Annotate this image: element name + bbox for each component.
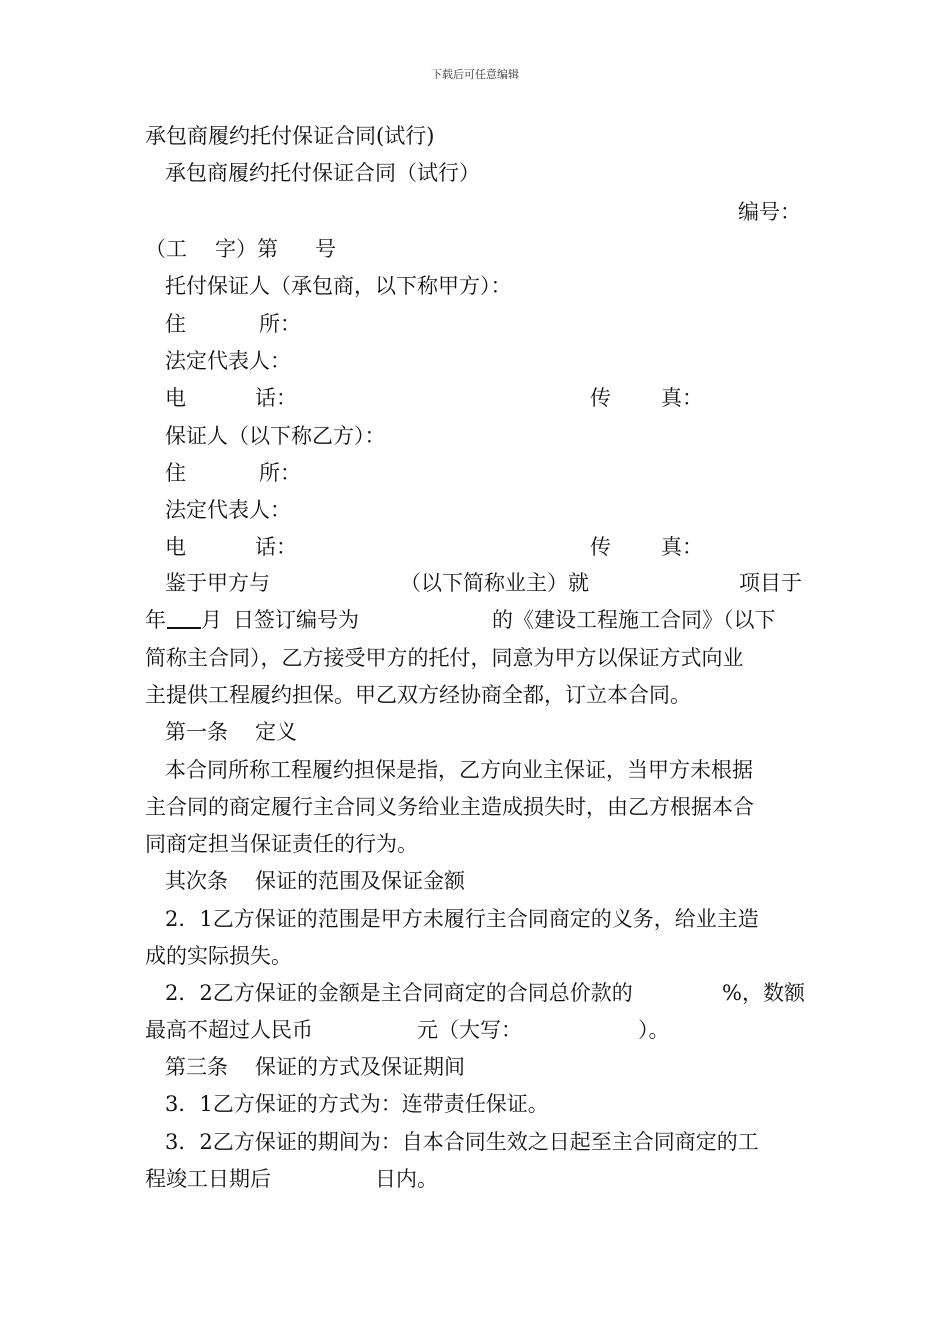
phone-key-2: 话： xyxy=(255,535,297,559)
article-1-line-3: 同商定担当保证责任的行为。 xyxy=(145,832,418,856)
preamble-line-3: 简称主合同），乙方接受甲方的托付，同意为甲方以保证方式向业 xyxy=(145,646,744,670)
doc-no-part-c: 号 xyxy=(315,237,336,261)
fax-key-1: 传 xyxy=(590,386,611,410)
doc-no-part-a: （工 xyxy=(145,237,187,261)
clause-text: 程竣工日期后 xyxy=(145,1167,271,1191)
phone-key-1: 电 xyxy=(165,386,186,410)
clause-2-1-line-2: 成的实际损失。 xyxy=(145,944,292,968)
party-b-intro: 保证人（以下称乙方）： xyxy=(165,424,386,448)
clause-text: 最高不超过人民币 xyxy=(145,1018,313,1042)
doc-no-part-b: 字）第 xyxy=(215,237,278,261)
preamble-text: 日签订编号为 xyxy=(233,608,359,632)
page-header: 下载后可任意编辑 xyxy=(431,68,519,81)
address-key-2: 所： xyxy=(259,312,301,336)
month-blank-underline xyxy=(167,605,201,635)
title-line-2: 承包商履约托付保证合同（试行） xyxy=(165,161,480,185)
address-key-1: 住 xyxy=(165,312,186,336)
preamble-text: （以下简称业主）就 xyxy=(400,571,589,595)
clause-3-2-line-1: 3．2乙方保证的期间为：自本合同生效之日起至主合同商定的工 xyxy=(165,1130,759,1154)
preamble-line-4: 主提供工程履约担保。甲乙双方经协商全都，订立本合同。 xyxy=(145,683,691,707)
clause-text: %，数额 xyxy=(722,981,805,1005)
article-name: 保证的范围及保证金额 xyxy=(255,869,465,893)
article-1-line-2: 主合同的商定履行主合同义务给业主造成损失时，由乙方根据本合 xyxy=(145,795,754,819)
article-name: 定义 xyxy=(255,720,297,744)
fax-key-2: 真： xyxy=(661,386,703,410)
clause-text: ）。 xyxy=(638,1018,670,1042)
preamble-text: 月 xyxy=(201,608,222,632)
address-key-2: 所： xyxy=(259,461,301,485)
clause-text: 元（大写： xyxy=(417,1018,522,1042)
article-number: 其次条 xyxy=(165,869,228,893)
title-line-1: 承包商履约托付保证合同(试行) xyxy=(145,124,435,148)
fax-key-2: 真： xyxy=(661,535,703,559)
article-number: 第一条 xyxy=(165,720,228,744)
article-number: 第三条 xyxy=(165,1055,228,1079)
preamble-text: 的《建设工程施工合同》（以下 xyxy=(492,608,776,632)
party-b-representative: 法定代表人： xyxy=(165,498,291,522)
clause-text: 日内。 xyxy=(375,1167,438,1191)
clause-2-1-line-1: 2．1乙方保证的范围是甲方未履行主合同商定的义务，给业主造 xyxy=(165,907,759,931)
preamble-text: 鉴于甲方与 xyxy=(165,571,270,595)
fax-key-1: 传 xyxy=(590,535,611,559)
number-label: 编号： xyxy=(738,200,801,224)
clause-3-1: 3．1乙方保证的方式为：连带责任保证。 xyxy=(165,1092,549,1116)
address-key-1: 住 xyxy=(165,461,186,485)
article-name: 保证的方式及保证期间 xyxy=(255,1055,465,1079)
clause-text: 2．2乙方保证的金额是主合同商定的合同总价款的 xyxy=(165,981,633,1005)
preamble-text: 年 xyxy=(145,608,166,632)
phone-key-2: 话： xyxy=(255,386,297,410)
party-a-intro: 托付保证人（承包商，以下称甲方）： xyxy=(165,274,512,298)
preamble-text: 项目于 xyxy=(739,571,802,595)
phone-key-1: 电 xyxy=(165,535,186,559)
article-1-line-1: 本合同所称工程履约担保是指，乙方向业主保证，当甲方未根据 xyxy=(165,758,753,782)
party-a-representative: 法定代表人： xyxy=(165,349,291,373)
